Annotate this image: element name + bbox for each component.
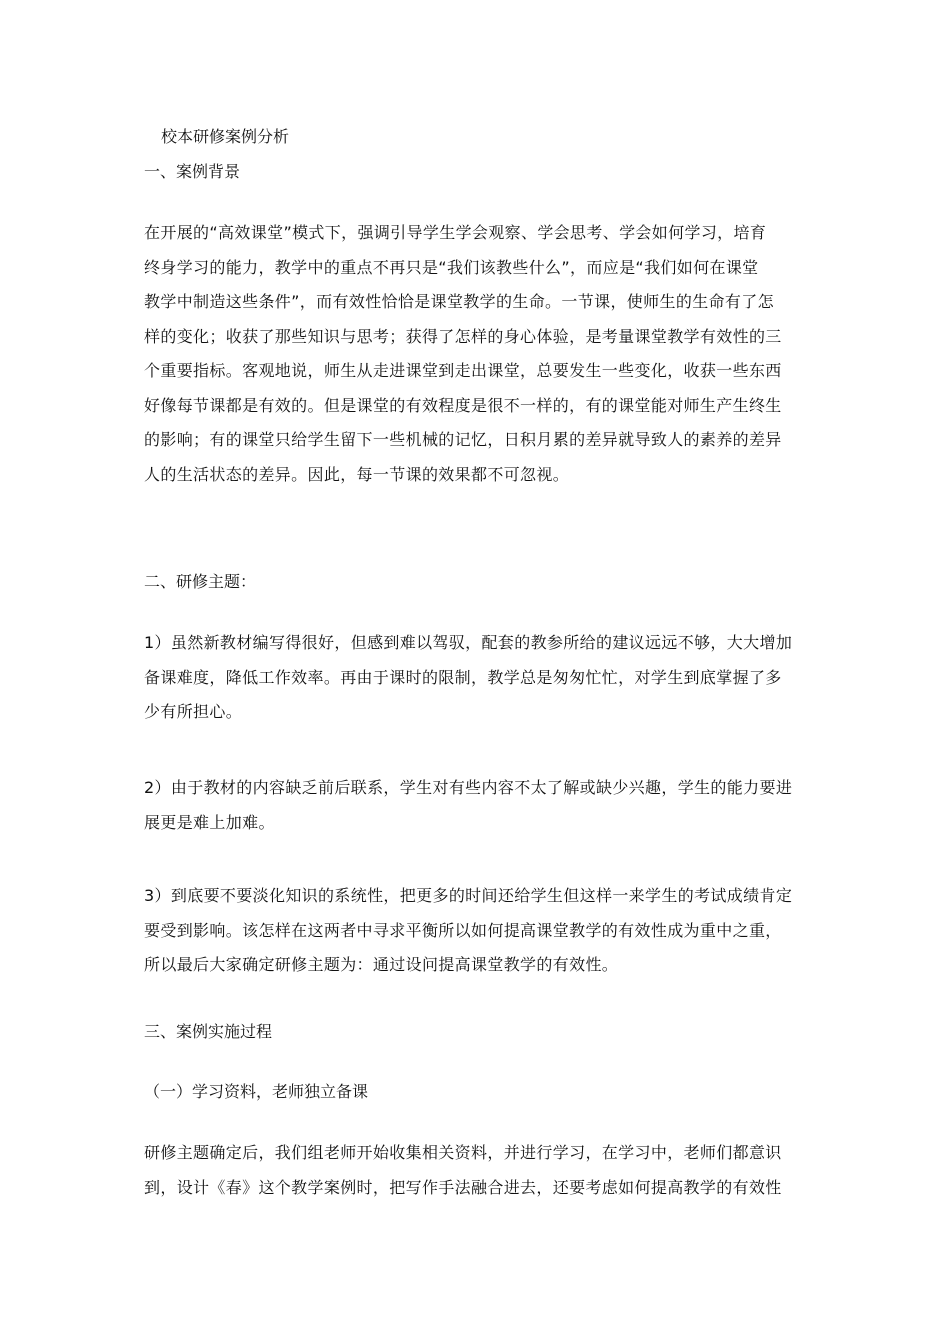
text-line: 研修主题确定后，我们组老师开始收集相关资料，并进行学习，在学习中，老师们都意识 — [144, 1143, 782, 1162]
paragraph-theme-item-1 — [144, 626, 812, 730]
text-line: 少有所担心。 — [144, 702, 243, 721]
text-line: 1）虽然新教材编写得很好，但感到难以驾驭，配套的教参所给的建议远远不够，大大增加 — [144, 633, 793, 652]
paragraph-background — [144, 216, 812, 492]
document-title: 校本研修案例分析 — [161, 127, 290, 146]
text-line: 2）由于教材的内容缺乏前后联系，学生对有些内容不太了解或缺少兴趣，学生的能力要进 — [144, 778, 793, 797]
text-line: 样的变化；收获了那些知识与思考；获得了怎样的身心体验，是考量课堂教学有效性的三 — [144, 326, 782, 346]
text-line: 备课难度，降低工作效率。再由于课时的限制，教学总是匆匆忙忙，对学生到底掌握了多 — [144, 667, 782, 687]
text-line: 要受到影响。该怎样在这两者中寻求平衡所以如何提高课堂教学的有效性成为重中之重， — [144, 920, 782, 940]
text-line: 好像每节课都是有效的。但是课堂的有效程度是很不一样的，有的课堂能对师生产生终生 — [144, 395, 782, 415]
text-line: 到，设计《春》这个教学案例时，把写作手法融合进去，还要考虑如何提高教学的有效性 — [144, 1177, 782, 1197]
paragraph-theme-item-2 — [144, 771, 812, 840]
section-heading-implementation: 三、案例实施过程 — [144, 1022, 273, 1041]
paragraph-implementation — [144, 1136, 812, 1205]
text-line: 的影响；有的课堂只给学生留下一些机械的记忆，日积月累的差异就导致人的素养的差异 — [144, 430, 782, 449]
subsection-heading-study-materials: （一）学习资料，老师独立备课 — [144, 1082, 369, 1101]
text-line: 个重要指标。客观地说，师生从走进课堂到走出课堂，总要发生一些变化，收获一些东西 — [144, 361, 782, 380]
text-line: 展更是难上加难。 — [144, 812, 275, 832]
section-heading-background: 一、案例背景 — [144, 162, 241, 181]
text-line: 在开展的“高效课堂”模式下，强调引导学生学会观察、学会思考、学会如何学习，培育 — [144, 223, 767, 242]
text-line: 教学中制造这些条件”，而有效性恰恰是课堂教学的生命。一节课，使师生的生命有了怎 — [144, 292, 774, 311]
section-heading-research-theme: 二、研修主题： — [144, 572, 257, 591]
text-line: 所以最后大家确定研修主题为：通过设问提高课堂教学的有效性。 — [144, 955, 619, 974]
text-line: 人的生活状态的差异。因此，每一节课的效果都不可忽视。 — [144, 464, 570, 484]
text-line: 终身学习的能力，教学中的重点不再只是“我们该教些什么”，而应是“我们如何在课堂 — [144, 257, 759, 277]
paragraph-theme-item-3 — [144, 879, 812, 983]
text-line: 3）到底要不要淡化知识的系统性，把更多的时间还给学生但这样一来学生的考试成绩肯定 — [144, 886, 793, 905]
